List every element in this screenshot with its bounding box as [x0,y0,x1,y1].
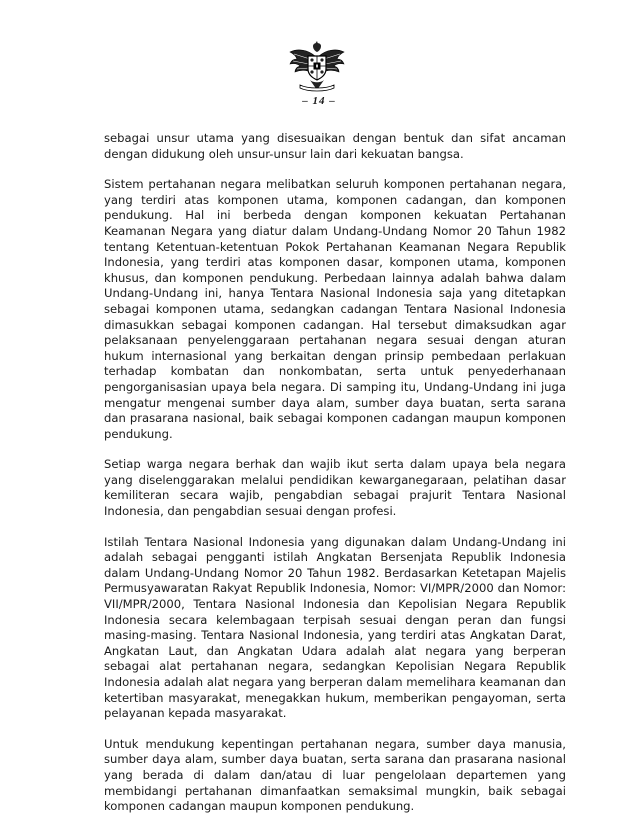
paragraph: Untuk mendukung kepentingan pertahanan negara, sumber daya manusia, sumber daya alam, sumber daya buatan, serta sarana dan prasarana nasional yang berada di dalam dan/atau di luar pengelolaan departemen yang membidangi pertahanan dimanfaatkan semaksimal mungkin, baik sebagai komponen cadangan maupun komponen pendukung. [104,736,566,814]
paragraph: Istilah Tentara Nasional Indonesia yang digunakan dalam Undang-Undang ini adalah sebagai pengganti istilah Angkatan Bersenjata Republik Indonesia dalam Undang-Undang Nomor 20 Tahun 1982. Berdasarkan Ketetapan Majelis Permusyawaratan Rakyat Republik Indonesia, Nomor: VI/MPR/2000 dan Nomor: VII/MPR/2000, Tentara Nasional Indonesia dan Kepolisian Negara Republik Indonesia secara kelembagaan terpisah sesuai dengan peran dan fungsi masing-masing. Tentara Nasional Indonesia, yang terdiri atas Angkatan Darat, Angkatan Laut, dan Angkatan Udara adalah alat negara yang berperan sebagai alat pertahanan negara, sedangkan Kepolisian Negara Republik Indonesia adalah alat negara yang berperan dalam memelihara keamanan dan ketertiban masyarakat, menegakkan hukum, memberikan pengayoman, serta pelayanan kepada masyarakat. [104,534,566,721]
paragraph: sebagai unsur utama yang disesuaikan dengan bentuk dan sifat ancaman dengan didukung oleh unsur-unsur lain dari kekuatan bangsa. [104,131,566,161]
body-text [104,131,566,830]
page-number: – 14 – [302,95,336,107]
garuda-emblem-icon [288,40,346,94]
paragraph: Sistem pertahanan negara melibatkan seluruh komponen pertahanan negara, yang terdiri atas komponen utama, komponen cadangan, dan komponen pendukung. Hal ini berbeda dengan komponen kekuatan Pertahanan Keamanan Negara yang diatur dalam Undang-Undang Nomor 20 Tahun 1982 tentang Ketentuan-ketentuan Pokok Pertahanan Keamanan Negara Republik Indonesia, yang terdiri atas komponen dasar, komponen utama, komponen khusus, dan komponen pendukung. Perbedaan lainnya adalah bahwa dalam Undang-Undang ini, hanya Tentara Nasional Indonesia saja yang ditetapkan sebagai komponen utama, sedangkan cadangan Tentara Nasional Indonesia dimasukkan sebagai komponen cadangan. Hal tersebut dimaksudkan agar pelaksanaan penyelenggaraan pertahanan negara sesuai dengan aturan hukum internasional yang berkaitan dengan prinsip pembedaan perlakuan terhadap kombatan dan nonkombatan, serta untuk penyederhanaan pengorganisasian upaya bela negara. Di samping itu, Undang-Undang ini juga mengatur mengenai sumber daya alam, sumber daya buatan, serta sarana dan prasarana nasional, baik sebagai komponen cadangan maupun komponen pendukung. [104,177,566,441]
paragraph: Setiap warga negara berhak dan wajib ikut serta dalam upaya bela negara yang diselenggarakan melalui pendidikan kewarganegaraan, pelatihan dasar kemiliteran secara wajib, pengabdian sebagai prajurit Tentara Nasional Indonesia, dan pengabdian sesuai dengan profesi. [104,457,566,519]
